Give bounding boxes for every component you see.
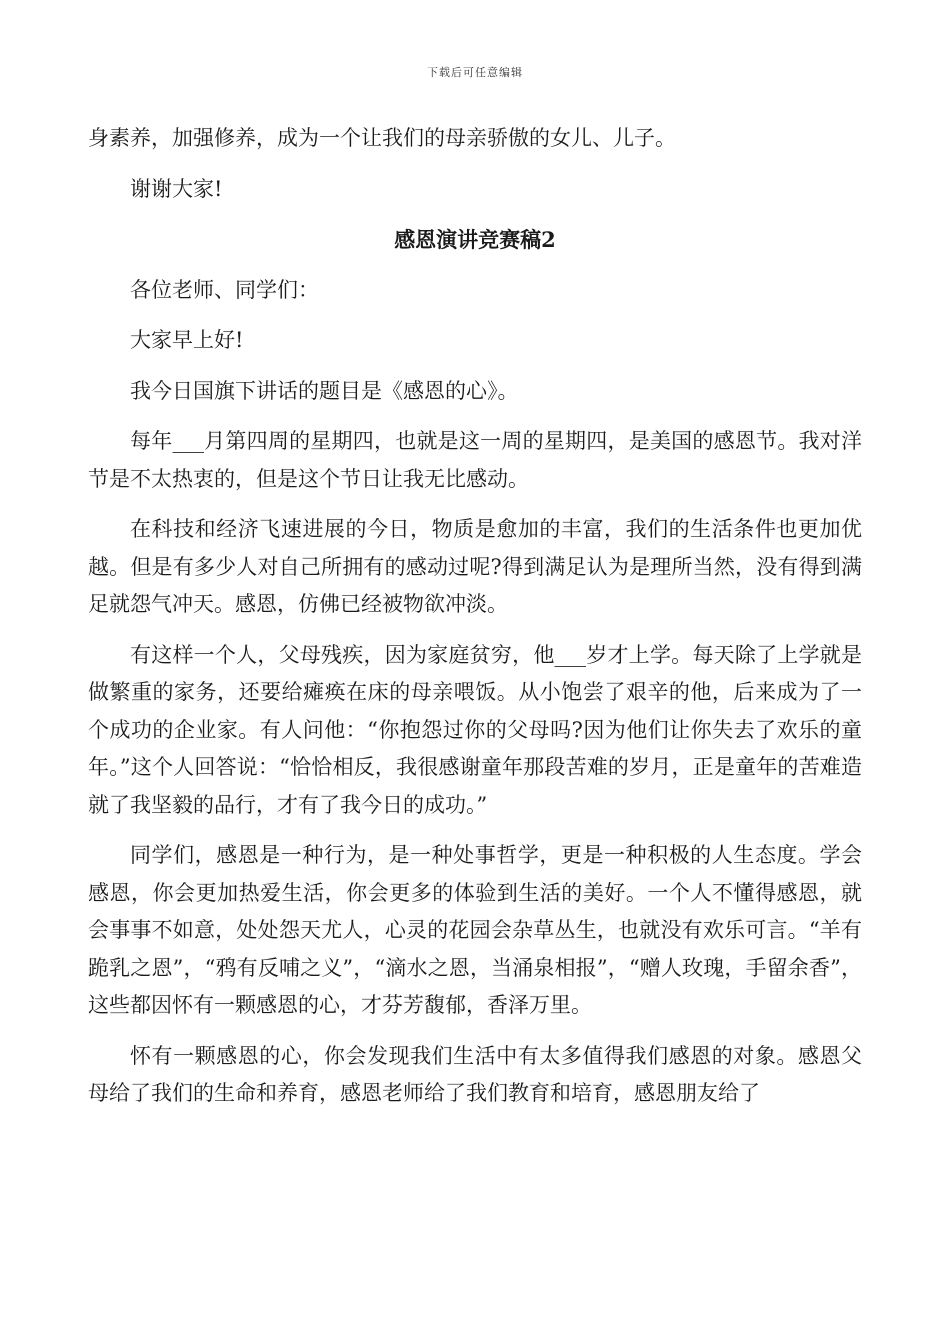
paragraph-thanks: 谢谢大家! (130, 176, 223, 201)
paragraph-continuation: 身素养，加强修养，成为一个让我们的母亲骄傲的女儿、儿子。 (88, 126, 676, 150)
paragraph-good-morning: 大家早上好! (130, 328, 244, 352)
paragraph-gratitude-attitude: 同学们，感恩是一种行为，是一种处事哲学，更是一种积极的人生态度。学会感恩，你会更加热爱生活，你会更多的体验到生活的美好。一个人不懂得感恩，就会事事不如意，处处怨天尤人，心灵的花园会杂草丛生，也就没有欢乐可言。“羊有跪乳之恩”，“鸦有反哺之义”，“滴水之恩，当涌泉相报”，“赠人玫瑰，手留余香”，这些都因怀有一颗感恩的心，才芬芳馥郁，香泽万里。 (88, 843, 862, 1017)
document-body (88, 120, 862, 1113)
paragraph-thanksgiving: 每年___月第四周的星期四，也就是这一周的星期四，是美国的感恩节。我对洋节是不太热衷的，但是这个节日让我无比感动。 (88, 429, 862, 491)
page-header: 下载后可任意编辑 (427, 66, 523, 79)
paragraph-story: 有这样一个人，父母残疾，因为家庭贫穷，他___岁才上学。每天除了上学就是做繁重的家务，还要给瘫痪在床的母亲喂饭。从小饱尝了艰辛的他，后来成为了一个成功的企业家。有人问他：“你抱怨过你的父母吗?因为他们让你失去了欢乐的童年。”这个人回答说：“恰恰相反，我很感谢童年那段苦难的岁月，正是童年的苦难造就了我坚毅的品行，才有了我今日的成功。” (88, 642, 862, 817)
section-title: 感恩演讲竞赛稿2 (394, 227, 556, 252)
paragraph-grateful-heart: 怀有一颗感恩的心，你会发现我们生活中有太多值得我们感恩的对象。感恩父母给了我们的生命和养育，感恩老师给了我们教育和培育，感恩朋友给了 (88, 1043, 862, 1105)
paragraph-modern-life: 在科技和经济飞速进展的今日，物质是愈加的丰富，我们的生活条件也更加优越。但是有多少人对自己所拥有的感动过呢?得到满足认为是理所当然，没有得到满足就怨气冲天。感恩，仿佛已经被物欲冲淡。 (88, 517, 862, 616)
paragraph-topic: 我今日国旗下讲话的题目是《感恩的心》。 (130, 378, 519, 403)
paragraph-greeting: 各位老师、同学们： (130, 277, 319, 302)
